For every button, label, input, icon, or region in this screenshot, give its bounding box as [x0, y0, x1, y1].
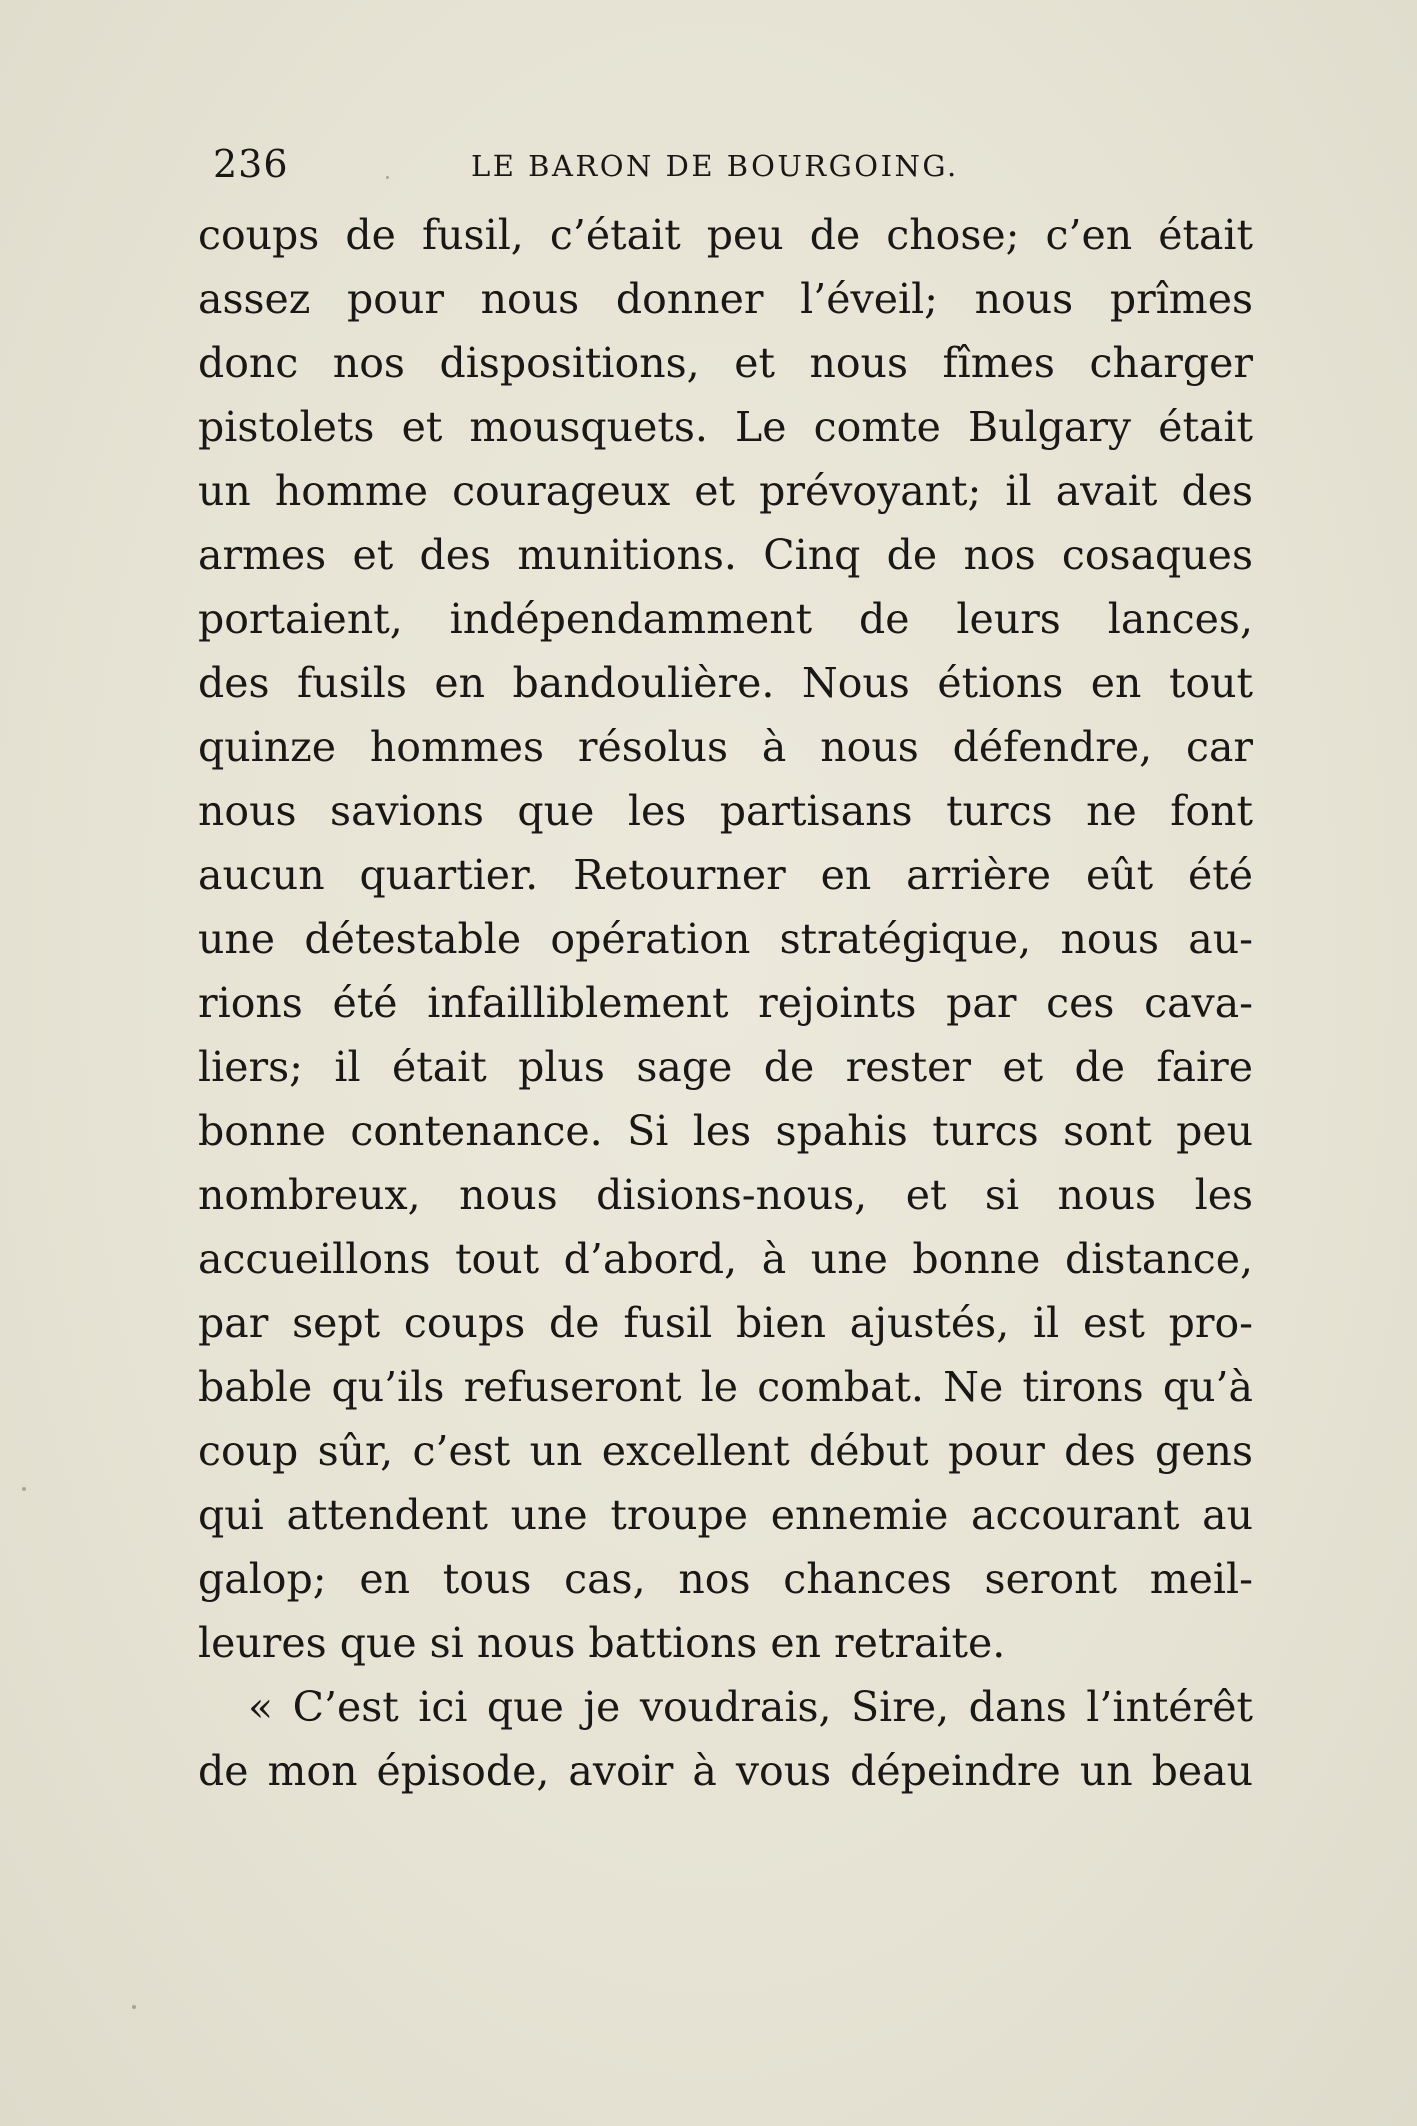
paper-speck — [386, 176, 389, 179]
text-line-paragraph-start: « C’est ici que je voudrais, Sire, dans l’intérêt — [248, 1683, 1253, 1731]
text-line: un homme courageux et prévoyant; il avait des — [198, 467, 1253, 515]
text-line: de mon épisode, avoir à vous dépeindre un beau — [198, 1747, 1253, 1795]
text-line-paragraph-end: leures que si nous battions en retraite. — [198, 1619, 1006, 1667]
text-line: une détestable opération stratégique, nous au- — [198, 915, 1253, 963]
text-line: des fusils en bandoulière. Nous étions en tout — [198, 659, 1253, 707]
text-line: portaient, indépendamment de leurs lances, — [198, 595, 1253, 643]
text-line: coup sûr, c’est un excellent début pour des gens — [198, 1427, 1253, 1475]
text-line: liers; il était plus sage de rester et de faire — [198, 1043, 1253, 1091]
text-line: donc nos dispositions, et nous fîmes charger — [198, 339, 1253, 387]
text-line: bonne contenance. Si les spahis turcs sont peu — [198, 1107, 1253, 1155]
text-line: qui attendent une troupe ennemie accourant au — [198, 1491, 1253, 1539]
text-line: coups de fusil, c’était peu de chose; c’en était — [198, 211, 1253, 259]
text-line: galop; en tous cas, nos chances seront meil- — [198, 1555, 1253, 1603]
text-line: accueillons tout d’abord, à une bonne distance, — [198, 1235, 1253, 1283]
body-text — [198, 203, 1253, 1803]
text-line: quinze hommes résolus à nous défendre, car — [198, 723, 1253, 771]
text-line: nombreux, nous disions-nous, et si nous les — [198, 1171, 1253, 1219]
text-line: aucun quartier. Retourner en arrière eût été — [198, 851, 1253, 899]
running-title: LE BARON DE BOURGOING. — [471, 149, 959, 183]
text-line: armes et des munitions. Cinq de nos cosaques — [198, 531, 1253, 579]
running-head — [213, 140, 1223, 188]
page-number: 236 — [213, 142, 289, 186]
text-line: par sept coups de fusil bien ajustés, il est pro- — [198, 1299, 1253, 1347]
paper-speck — [132, 2005, 136, 2009]
paper-speck — [22, 1487, 26, 1491]
text-line: nous savions que les partisans turcs ne font — [198, 787, 1253, 835]
text-line: pistolets et mousquets. Le comte Bulgary était — [198, 403, 1253, 451]
text-line: bable qu’ils refuseront le combat. Ne tirons qu’à — [198, 1363, 1253, 1411]
text-line: assez pour nous donner l’éveil; nous prîmes — [198, 275, 1253, 323]
text-line: rions été infailliblement rejoints par ces cava- — [198, 979, 1253, 1027]
